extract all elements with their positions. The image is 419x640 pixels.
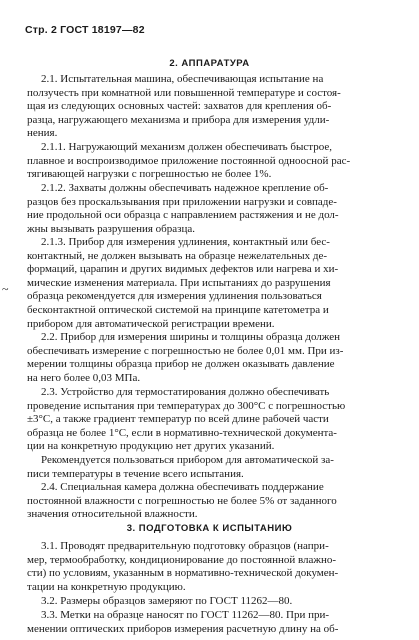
text-line: прибором для автоматической регистрации времени. bbox=[27, 317, 275, 330]
text-line: тягивающей нагрузки с погрешностью не более 1%. bbox=[27, 168, 272, 181]
text-line: 3.1. Проводят предварительную подготовку образцов (напри- bbox=[41, 540, 329, 552]
text-line: 2.2. Прибор для измерения ширины и толщины образца должен bbox=[41, 331, 341, 343]
text-line: мерении толщины образца прибор не должен оказывать давление bbox=[27, 358, 335, 371]
text-line: 2.1.1. Нагружающий механизм должен обеспечивать быстрое, bbox=[41, 141, 332, 153]
paragraph-2-2 bbox=[27, 331, 397, 385]
paragraph-2-1 bbox=[27, 73, 397, 141]
section-3-title: 3. ПОДГОТОВКА К ИСПЫТАНИЮ bbox=[126, 523, 293, 534]
text-line: на него более 0,03 МПа. bbox=[27, 371, 141, 384]
text-line: значения относительной влажности. bbox=[27, 508, 198, 521]
paragraph-3-2 bbox=[27, 595, 397, 609]
section-2-title: 2. АППАРАТУРА bbox=[169, 58, 250, 69]
text-line: 2.1. Испытательная машина, обеспечивающая испытание на bbox=[41, 73, 324, 85]
text-line: разца, нагружающего механизма и прибора для измерения удли- bbox=[27, 113, 330, 126]
text-line: 2.3. Устройство для термостатирования должно обеспечивать bbox=[41, 386, 330, 398]
paragraph-2-1-2 bbox=[27, 182, 397, 236]
text-line: плавное и воспроизводимое приложение постоянной одноосной рас- bbox=[27, 154, 351, 167]
text-line: 2.1.3. Прибор для измерения удлинения, контактный или бес- bbox=[41, 236, 330, 248]
text-line: ции на конкретную продукцию нет других указаний. bbox=[27, 440, 275, 453]
text-line: бесконтактной оптической системой на принципе катетометра и bbox=[27, 303, 329, 316]
paragraph-2-1-3 bbox=[27, 236, 397, 331]
text-line: жны вызывать разрушения образца. bbox=[27, 222, 196, 235]
text-line: ползучесть при комнатной или повышенной температуре и состоя- bbox=[27, 86, 341, 99]
text-line: образца не более 1°С, если в нормативно-технической документа- bbox=[27, 426, 337, 439]
paragraph-2-4 bbox=[27, 481, 397, 522]
text-line: образца рекомендуется для измерения удлинения пользоваться bbox=[27, 290, 322, 303]
text-line: разцов без проскальзывания при приложении нагрузки и совпаде- bbox=[27, 195, 337, 208]
paragraph-2-3 bbox=[27, 386, 397, 454]
text-line: обеспечивать измерение с погрешностью не более 0,01 мм. При из- bbox=[27, 344, 344, 357]
text-line: сти) по условиям, указанным в нормативно-технической докумен- bbox=[27, 567, 339, 580]
text-line: щая из следующих основных частей: захватов для крепления об- bbox=[27, 100, 332, 113]
text-line: менении оптических приборов измерения расчетную длину на об- bbox=[27, 622, 339, 635]
text-line: формаций, царапин и других видимых дефектов или нагрева и хи- bbox=[27, 263, 339, 276]
text-line: проведение испытания при температурах до 300°С с погрешностью bbox=[27, 399, 346, 412]
paragraph-2-1-1 bbox=[27, 141, 397, 182]
margin-mark: ~ bbox=[2, 282, 9, 296]
text-line: контактный, не должен вызывать на образце нежелательных де- bbox=[27, 249, 328, 262]
text-line: нения. bbox=[27, 127, 58, 140]
page-header: Стр. 2 ГОСТ 18197—82 bbox=[25, 24, 145, 36]
text-line: 3.3. Метки на образце наносят по ГОСТ 11262—80. При при- bbox=[41, 609, 330, 621]
text-line: Рекомендуется пользоваться прибором для автоматической за- bbox=[41, 454, 334, 466]
text-line: постоянной влажности с погрешностью не более 5% от заданного bbox=[27, 494, 337, 507]
text-line: 3.2. Размеры образцов замеряют по ГОСТ 11262—80. bbox=[41, 595, 293, 607]
text-line: писи температуры в течение всего испытания. bbox=[27, 467, 244, 480]
text-line: 2.1.2. Захваты должны обеспечивать надежное крепление об- bbox=[41, 182, 329, 194]
text-line: ±3°С, а также градиент температур по всей длине рабочей части bbox=[27, 413, 329, 426]
text-line: мер, термообработку, кондиционирование до постоянной влажно- bbox=[27, 553, 337, 566]
paragraph-recommendation bbox=[27, 454, 397, 481]
text-line: тации на конкретную продукцию. bbox=[27, 580, 186, 593]
text-line: 2.4. Специальная камера должна обеспечивать поддержание bbox=[41, 481, 324, 493]
text-line: ние продольной оси образца с направлением растяжения и не дол- bbox=[27, 209, 339, 222]
paragraph-3-3 bbox=[27, 609, 397, 636]
paragraph-3-1 bbox=[27, 540, 397, 594]
text-line: мические изменения материала. При испытаниях до разрушения bbox=[27, 276, 331, 289]
